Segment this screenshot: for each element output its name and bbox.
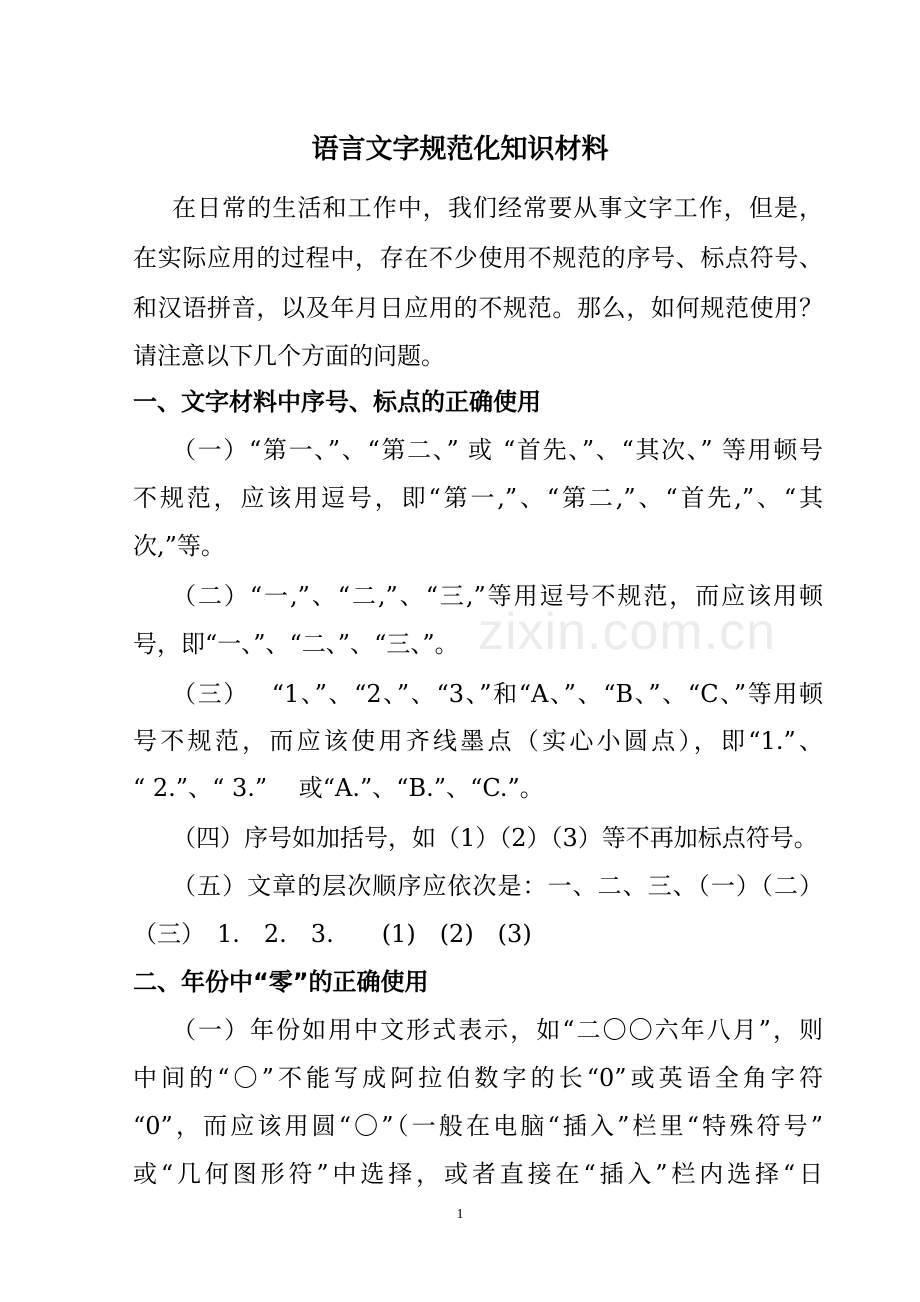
paragraph-line: 或“几何图形符”中选择，或者直接在“插入”栏内选择“日 xyxy=(133,1160,823,1188)
paragraph-line: “0”，而应该用圆“〇”（一般在电脑“插入”栏里“特殊符号” xyxy=(133,1112,823,1140)
paragraph-line: （三） “1、”、“2、”、“3、”和“A、”、“B、”、“C、”等用顿 xyxy=(172,680,823,708)
page-number: 1 xyxy=(456,1207,464,1222)
intro-line: 在日常的生活和工作中，我们经常要从事文字工作，但是， xyxy=(172,194,823,222)
intro-line: 和汉语拼音，以及年月日应用的不规范。那么，如何规范使用？ xyxy=(133,294,823,322)
intro-line: 请注意以下几个方面的问题。 xyxy=(133,342,445,370)
paragraph-line: （一）“第一、”、“第二、” 或 “首先、”、“其次、” 等用顿号 xyxy=(172,436,823,464)
paragraph-line: （五）文章的层次顺序应依次是：一、二、三、（一）（二） xyxy=(172,872,823,900)
intro-line: 在实际应用的过程中，存在不少使用不规范的序号、标点符号、 xyxy=(133,244,823,272)
paragraph-line: 号，即“一、”、“二、”、“三、”。 xyxy=(133,630,459,658)
paragraph-line: （二）“一,”、“二,”、“三,”等用逗号不规范，而应该用顿 xyxy=(172,582,823,610)
document-title: 语言文字规范化知识材料 xyxy=(311,134,609,165)
paragraph-line: 中间的“〇”不能写成阿拉伯数字的长“0”或英语全角字符 xyxy=(133,1064,823,1092)
paragraph-line: （四）序号如加括号，如（1）（2）（3）等不再加标点符号。 xyxy=(172,824,818,852)
section-heading: 一、文字材料中序号、标点的正确使用 xyxy=(133,388,541,416)
paragraph-line: 不规范，应该用逗号，即“第一,”、“第二,”、“首先,”、“其 xyxy=(133,484,823,512)
watermark: zixin.com.cn xyxy=(478,603,777,661)
paragraph-line: 次,”等。 xyxy=(133,532,225,560)
paragraph-line: 号不规范，而应该使用齐线墨点（实心小圆点），即“1.”、 xyxy=(133,727,823,755)
section-heading: 二、年份中“零”的正确使用 xyxy=(133,968,429,996)
paragraph-line: （三） 1. 2. 3. (1) (2) (3) xyxy=(133,920,532,948)
paragraph-line: “ 2.”、“ 3.” 或“A.”、“B.”、“C.”。 xyxy=(133,774,544,802)
paragraph-line: （一）年份如用中文形式表示，如“二〇〇六年八月”，则 xyxy=(172,1016,823,1044)
